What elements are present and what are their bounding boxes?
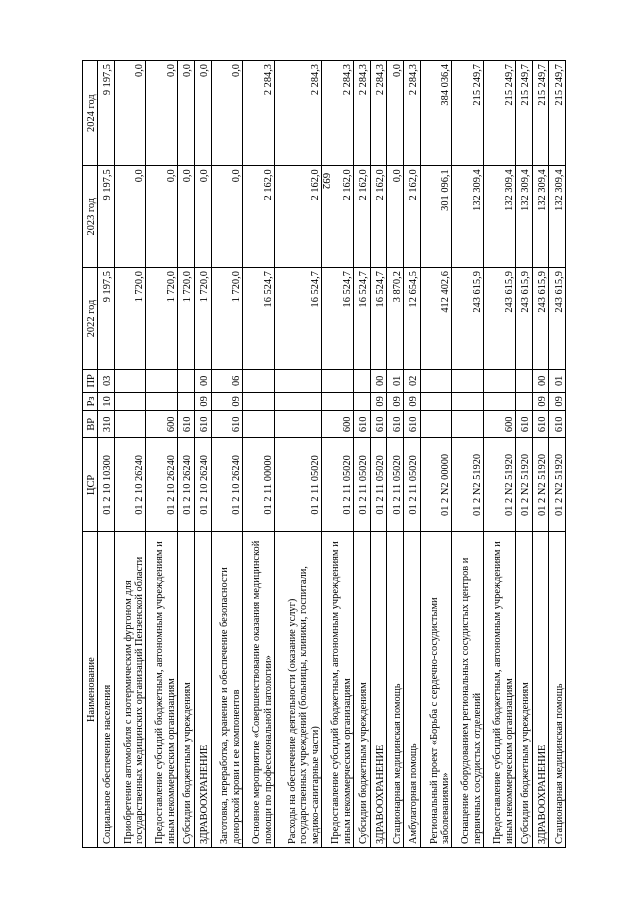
table-row (114, 61, 146, 848)
cell-2022: 243 615,9 (549, 268, 566, 370)
cell-name: Региональный проект «Борьба с сердечно-сосудистыми заболеваниями» (420, 532, 452, 848)
table-row (243, 61, 275, 848)
cell-rz (178, 392, 195, 410)
cell-2022: 1 720,0 (211, 268, 243, 370)
cell-2023: 2 162,0 (322, 166, 354, 268)
cell-csr: 01 2 11 05020 (403, 438, 420, 532)
cell-name: Заготовка, переработка, хранение и обеспечение безопасности донорской крови и ее компонентов (211, 532, 243, 848)
cell-pr (114, 369, 146, 392)
cell-rz: 09 (549, 392, 566, 410)
cell-rz (146, 392, 178, 410)
header-2023: 2023 год (83, 166, 98, 268)
cell-vr: 610 (387, 411, 404, 438)
cell-2023: 2 162,0 (403, 166, 420, 268)
cell-pr (178, 369, 195, 392)
cell-pr: 00 (370, 369, 387, 392)
cell-pr: 01 (387, 369, 404, 392)
cell-rz: 09 (370, 392, 387, 410)
header-pr: ПР (83, 369, 98, 392)
cell-2023: 2 162,0 (354, 166, 371, 268)
cell-2023: 0,0 (114, 166, 146, 268)
cell-rz (243, 392, 275, 410)
cell-2023: 2 162,0 (243, 166, 275, 268)
cell-pr (146, 369, 178, 392)
cell-csr: 01 2 N2 51920 (532, 438, 549, 532)
header-csr: ЦСР (83, 438, 98, 532)
cell-name: Расходы на обеспечение деятельности (оказание услуг) государственных учреждений (больницы, клиники, госпитали, медико-санитарные части) (275, 532, 322, 848)
cell-2022: 1 720,0 (178, 268, 195, 370)
cell-name: Социальное обеспечение населения (98, 532, 115, 848)
cell-2023: 0,0 (194, 166, 211, 268)
cell-2024: 2 284,3 (275, 61, 322, 166)
cell-2024: 0,0 (194, 61, 211, 166)
cell-2023: 0,0 (211, 166, 243, 268)
cell-2024: 215 249,7 (484, 61, 516, 166)
table-row (178, 61, 195, 848)
rotated-table-container (82, 60, 566, 848)
cell-2022: 243 615,9 (532, 268, 549, 370)
cell-2022: 243 615,9 (516, 268, 533, 370)
cell-2024: 0,0 (146, 61, 178, 166)
cell-csr: 01 2 N2 00000 (420, 438, 452, 532)
cell-2024: 0,0 (114, 61, 146, 166)
table-row (370, 61, 387, 848)
cell-2022: 12 654,5 (403, 268, 420, 370)
header-rz: Рз (83, 392, 98, 410)
cell-csr: 01 2 11 05020 (322, 438, 354, 532)
cell-2024: 0,0 (178, 61, 195, 166)
cell-2024: 215 249,7 (452, 61, 484, 166)
cell-2024: 9 197,5 (98, 61, 115, 166)
cell-2023: 2 162,0 (370, 166, 387, 268)
table-row (194, 61, 211, 848)
table-header-row (83, 61, 98, 848)
cell-rz: 09 (532, 392, 549, 410)
cell-pr (354, 369, 371, 392)
cell-name: Субсидии бюджетным учреждениям (354, 532, 371, 848)
cell-csr: 01 2 10 26240 (114, 438, 146, 532)
cell-vr: 610 (194, 411, 211, 438)
table-row (420, 61, 452, 848)
header-2022: 2022 год (83, 268, 98, 370)
cell-vr (275, 411, 322, 438)
table-row (98, 61, 115, 848)
cell-name: ЗДРАВООХРАНЕНИЕ (532, 532, 549, 848)
cell-2022: 16 524,7 (322, 268, 354, 370)
cell-vr: 610 (211, 411, 243, 438)
cell-csr: 01 2 10 26240 (178, 438, 195, 532)
cell-2024: 2 284,3 (322, 61, 354, 166)
cell-pr (243, 369, 275, 392)
cell-name: Субсидии бюджетным учреждениям (516, 532, 533, 848)
cell-2023: 301 096,1 (420, 166, 452, 268)
cell-vr (452, 411, 484, 438)
cell-csr: 01 2 10 26240 (146, 438, 178, 532)
cell-pr (275, 369, 322, 392)
cell-vr: 610 (370, 411, 387, 438)
cell-vr: 600 (484, 411, 516, 438)
cell-2023: 2 162,0 (275, 166, 322, 268)
cell-name: Оснащение оборудованием региональных сосудистых центров и первичных сосудистых отделений (452, 532, 484, 848)
header-2024: 2024 год (83, 61, 98, 166)
cell-csr: 01 2 N2 51920 (484, 438, 516, 532)
cell-rz (275, 392, 322, 410)
table-row (516, 61, 533, 848)
cell-csr: 01 2 N2 51920 (452, 438, 484, 532)
cell-csr: 01 2 11 05020 (370, 438, 387, 532)
cell-pr: 00 (532, 369, 549, 392)
cell-2024: 0,0 (211, 61, 243, 166)
cell-rz: 09 (387, 392, 404, 410)
cell-2023: 0,0 (387, 166, 404, 268)
cell-vr: 610 (354, 411, 371, 438)
cell-pr: 01 (549, 369, 566, 392)
cell-name: Предоставление субсидий бюджетным, автономным учреждениям и иным некоммерческим организациям (484, 532, 516, 848)
cell-csr: 01 2 10 26240 (194, 438, 211, 532)
cell-vr: 610 (403, 411, 420, 438)
cell-2024: 384 036,4 (420, 61, 452, 166)
cell-2022: 1 720,0 (146, 268, 178, 370)
cell-2022: 16 524,7 (370, 268, 387, 370)
cell-2022: 412 402,6 (420, 268, 452, 370)
cell-csr: 01 2 N2 51920 (516, 438, 533, 532)
table-row (484, 61, 516, 848)
cell-name: Стационарная медицинская помощь (387, 532, 404, 848)
cell-2023: 132 309,4 (549, 166, 566, 268)
cell-csr: 01 2 10 10300 (98, 438, 115, 532)
cell-2024: 215 249,7 (516, 61, 533, 166)
cell-name: Приобретение автомобиля с изотермическим фургоном для государственных медицинских организаций Пензенской области (114, 532, 146, 848)
table-body (98, 61, 566, 848)
cell-vr: 610 (516, 411, 533, 438)
cell-2022: 16 524,7 (275, 268, 322, 370)
cell-vr: 610 (549, 411, 566, 438)
header-vr: ВР (83, 411, 98, 438)
cell-pr: 00 (194, 369, 211, 392)
cell-name: Основное мероприятие «Совершенствование оказания медицинской помощи по профессиональной патологии» (243, 532, 275, 848)
cell-csr: 01 2 11 00000 (243, 438, 275, 532)
cell-pr (484, 369, 516, 392)
cell-csr: 01 2 11 05020 (354, 438, 371, 532)
cell-rz (354, 392, 371, 410)
cell-2023: 132 309,4 (452, 166, 484, 268)
cell-rz (420, 392, 452, 410)
cell-name: Стационарная медицинская помощь (549, 532, 566, 848)
table-row (403, 61, 420, 848)
cell-2022: 1 720,0 (194, 268, 211, 370)
cell-pr (516, 369, 533, 392)
cell-pr: 03 (98, 369, 115, 392)
table-row (354, 61, 371, 848)
table-row (549, 61, 566, 848)
cell-vr (243, 411, 275, 438)
cell-rz: 09 (403, 392, 420, 410)
table-row (532, 61, 549, 848)
cell-vr: 600 (146, 411, 178, 438)
cell-csr: 01 2 10 26240 (211, 438, 243, 532)
table-row (146, 61, 178, 848)
cell-2024: 2 284,3 (403, 61, 420, 166)
cell-rz (452, 392, 484, 410)
cell-name: Предоставление субсидий бюджетным, автономным учреждениям и иным некоммерческим организациям (322, 532, 354, 848)
table-row (322, 61, 354, 848)
cell-2024: 0,0 (387, 61, 404, 166)
cell-pr (420, 369, 452, 392)
cell-2022: 1 720,0 (114, 268, 146, 370)
table-row (275, 61, 322, 848)
cell-rz (516, 392, 533, 410)
budget-table (82, 60, 566, 848)
cell-vr: 600 (322, 411, 354, 438)
table-row (211, 61, 243, 848)
cell-2022: 9 197,5 (98, 268, 115, 370)
cell-rz (114, 392, 146, 410)
cell-2023: 0,0 (178, 166, 195, 268)
cell-2024: 2 284,3 (243, 61, 275, 166)
cell-2023: 132 309,4 (484, 166, 516, 268)
cell-name: Предоставление субсидий бюджетным, автономным учреждениям и иным некоммерческим организациям (146, 532, 178, 848)
cell-rz: 09 (211, 392, 243, 410)
cell-2022: 16 524,7 (354, 268, 371, 370)
cell-2024: 2 284,3 (370, 61, 387, 166)
cell-name: Амбулаторная помощь (403, 532, 420, 848)
cell-rz (322, 392, 354, 410)
cell-rz (484, 392, 516, 410)
cell-vr: 610 (178, 411, 195, 438)
cell-pr: 02 (403, 369, 420, 392)
cell-csr: 01 2 11 05020 (275, 438, 322, 532)
cell-rz: 09 (194, 392, 211, 410)
cell-2022: 16 524,7 (243, 268, 275, 370)
cell-2024: 215 249,7 (532, 61, 549, 166)
cell-vr (114, 411, 146, 438)
cell-rz: 10 (98, 392, 115, 410)
header-name: Наименование (83, 532, 98, 848)
cell-vr: 310 (98, 411, 115, 438)
cell-pr (322, 369, 354, 392)
cell-2022: 243 615,9 (484, 268, 516, 370)
cell-2024: 2 284,3 (354, 61, 371, 166)
cell-2022: 3 870,2 (387, 268, 404, 370)
cell-2024: 215 249,7 (549, 61, 566, 166)
cell-2023: 132 309,4 (532, 166, 549, 268)
cell-2023: 132 309,4 (516, 166, 533, 268)
cell-name: Субсидии бюджетным учреждениям (178, 532, 195, 848)
page-number: 692 (320, 172, 332, 190)
cell-2022: 243 615,9 (452, 268, 484, 370)
table-row (387, 61, 404, 848)
cell-vr: 610 (532, 411, 549, 438)
cell-pr: 06 (211, 369, 243, 392)
cell-pr (452, 369, 484, 392)
cell-2023: 0,0 (146, 166, 178, 268)
cell-csr: 01 2 11 05020 (387, 438, 404, 532)
cell-2023: 9 197,5 (98, 166, 115, 268)
cell-name: ЗДРАВООХРАНЕНИЕ (370, 532, 387, 848)
cell-name: ЗДРАВООХРАНЕНИЕ (194, 532, 211, 848)
table-row (452, 61, 484, 848)
cell-vr (420, 411, 452, 438)
cell-csr: 01 2 N2 51920 (549, 438, 566, 532)
